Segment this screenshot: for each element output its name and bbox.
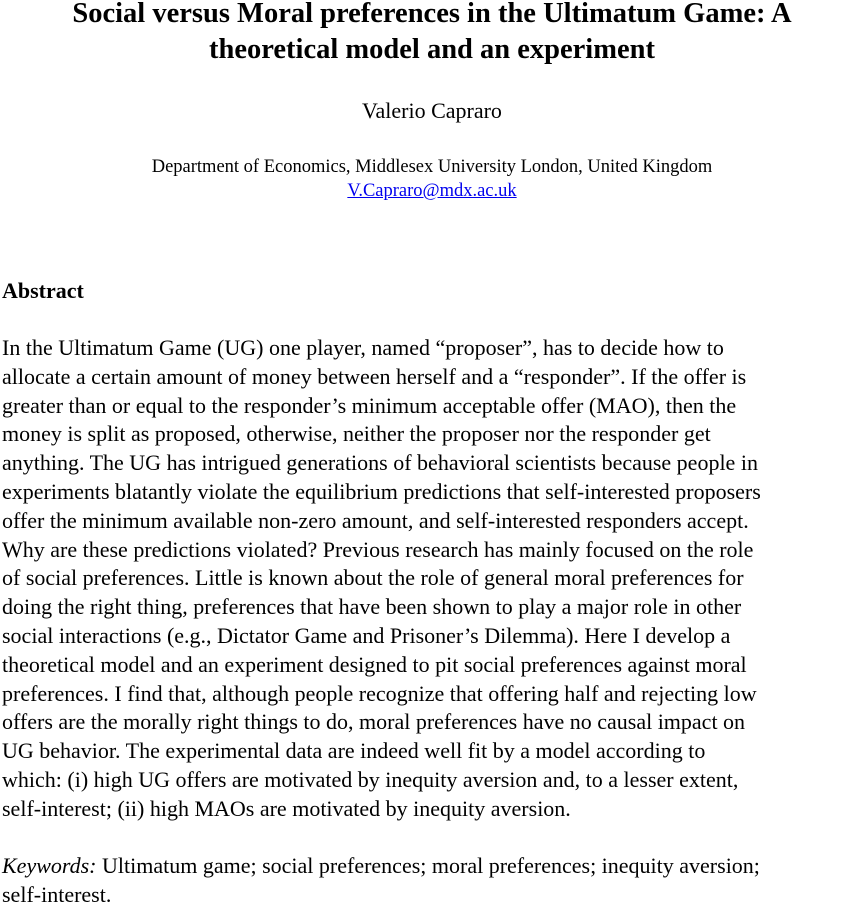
abstract-line: Why are these predictions violated? Previous research has mainly focused on the role	[2, 536, 754, 562]
abstract-line: doing the right thing, preferences that have been shown to play a major role in other	[2, 594, 742, 620]
keywords-line-2: self-interest.	[2, 882, 112, 907]
keywords-list: Ultimatum game; social preferences; moral preferences; inequity aversion;	[96, 853, 760, 878]
abstract-line: anything. The UG has intrigued generations of behavioral scientists because people in	[2, 450, 758, 476]
abstract-line: preferences. I find that, although people recognize that offering half and rejecting low	[2, 680, 757, 706]
abstract-line: offers are the morally right things to do, moral preferences have no causal impact on	[2, 709, 746, 735]
author-name: Valerio Capraro	[362, 98, 502, 123]
title-line-1: Social versus Moral preferences in the Ultimatum Game: A	[72, 0, 792, 29]
abstract-line: money is split as proposed, otherwise, neither the proposer nor the responder get	[2, 421, 711, 447]
abstract-line: offer the minimum available non-zero amount, and self-interested responders accept.	[2, 507, 749, 533]
paper-title	[0, 0, 864, 68]
abstract-line: theoretical model and an experiment designed to pit social preferences against moral	[2, 651, 747, 677]
keywords-label: Keywords:	[2, 853, 97, 878]
abstract-heading: Abstract	[2, 278, 84, 303]
abstract-line: which: (i) high UG offers are motivated by inequity aversion and, to a lesser extent,	[2, 766, 739, 792]
keywords-section	[2, 851, 864, 909]
title-line-2: theoretical model and an experiment	[209, 34, 655, 65]
abstract-line: greater than or equal to the responder’s minimum acceptable offer (MAO), then the	[2, 392, 737, 418]
abstract-line: self-interest; (ii) high MAOs are motivated by inequity aversion.	[2, 795, 571, 821]
author-affiliation: Department of Economics, Middlesex University London, United Kingdom	[151, 157, 713, 177]
abstract-line: of social preferences. Little is known about the role of general moral preferences for	[2, 565, 744, 591]
abstract-body	[2, 334, 864, 824]
abstract-line: allocate a certain amount of money between herself and a “responder”. If the offer is	[2, 363, 747, 389]
author-email-line	[0, 179, 864, 203]
abstract-line: experiments blatantly violate the equilibrium predictions that self-interested proposers	[2, 478, 761, 504]
keywords-line-1	[2, 851, 864, 880]
abstract-line: UG behavior. The experimental data are indeed well fit by a model according to	[2, 738, 706, 764]
abstract-line: In the Ultimatum Game (UG) one player, named “proposer”, has to decide how to	[2, 335, 724, 360]
author-email-link[interactable]: V.Capraro@mdx.ac.uk	[347, 181, 517, 201]
abstract-line: social interactions (e.g., Dictator Game and Prisoner’s Dilemma). Here I develop a	[2, 622, 731, 648]
